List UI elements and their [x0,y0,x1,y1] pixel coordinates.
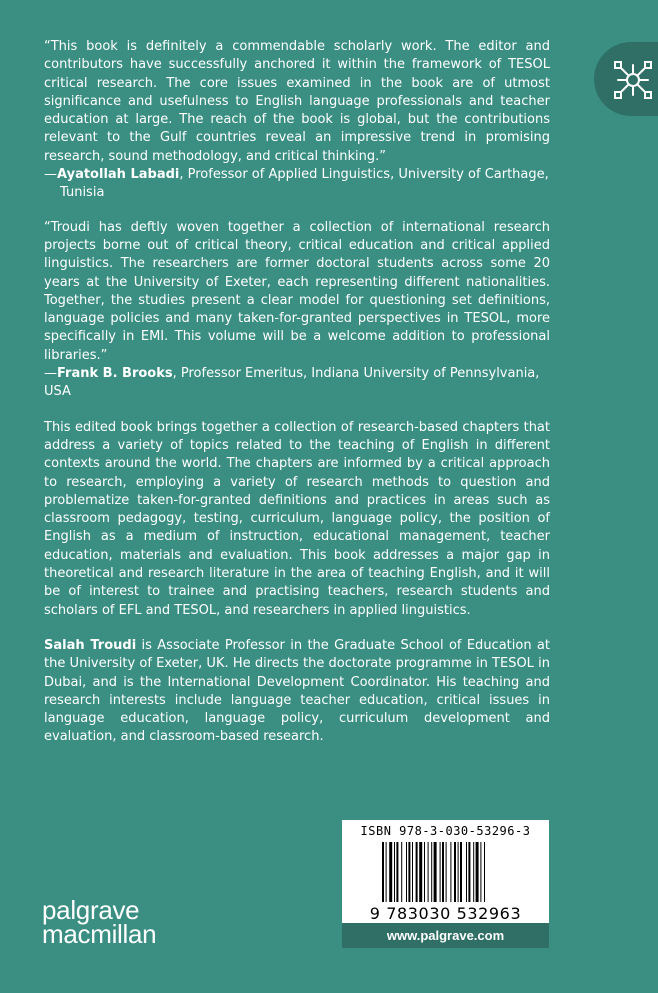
author-bio [44,637,550,747]
endorsement-attribution-1 [44,166,550,184]
endorsement-attribution-2 [44,365,550,402]
publisher-logo-line1: palgrave [42,895,140,925]
isbn-label: ISBN 978-3-030-53296-3 [360,824,531,838]
endorser-name-2: Frank B. Brooks [57,366,173,382]
endorsement-quote-1: “This book is definitely a commendable scholarly work. The editor and contributors have successfully anchored it within the framework of TESOL critical research. The core issues examined in the book are of utmost significance and usefulness to English language professionals and teacher education at large. The reach of the book is global, but the contributions relevant to the Gulf countries reveal an impressive trend in promising research, sound methodology, and critical thinking.” [44,39,550,164]
publisher-url: www.palgrave.com [342,923,549,948]
endorser-affiliation-2: , Professor Emeritus, Indiana University of Pennsylvania, USA [44,366,540,400]
network-logo-icon [610,57,656,103]
back-cover-text [44,38,550,747]
series-logo-badge [594,42,658,116]
book-description: This edited book brings together a collection of research-based chapters that address a variety of topics related to the teaching of English in different contexts around the world. The chapters are informed by a critical approach to research, employing a variety of research methods to question and problematize taken-for-granted definitions and practices in areas such as classroom pedagogy, testing, curriculum, language policy, the position of English as a medium of instruction, educational management, teacher education, materials and evaluation. This book addresses a major gap in theoretical and research literature in the area of teaching English, and it will be of interest to trainee and practising teachers, research students and scholars of EFL and TESOL, and researchers in applied linguistics. [44,419,550,618]
publisher-logo-line2: macmillan [42,919,157,949]
endorser-affiliation-1: , Professor of Applied Linguistics, University of Carthage, [179,167,549,183]
author-bio-text: is Associate Professor in the Graduate School of Education at the University of Exeter, UK. He directs the doctorate programme in TESOL in Dubai, and is the International Development Coordinator. His teaching and research interests include language teacher education, critical issues in language education, language policy, curriculum development and evaluation, and classroom-based research. [44,637,550,745]
isbn-barcode [342,820,549,948]
author-name: Salah Troudi [44,637,137,653]
barcode-bars [382,842,510,902]
endorser-affiliation-1-cont: Tunisia [60,185,105,201]
publisher-logo [42,895,157,949]
isbn-digits: 9 783030 532963 [369,904,522,923]
endorsement-quote-2: “Troudi has deftly woven together a collection of international research projects borne out of critical theory, critical education and critical applied linguistics. The researchers are former doctoral students across some 20 years at the University of Exeter, each representing different nationalities. Together, the studies present a clear model for questioning set definitions, language policies and many taken-for-granted perspectives in TESOL, more specifically in EMI. This volume will be a welcome addition to professional libraries.” [44,219,550,363]
attribution-dash: — [44,366,57,382]
endorser-name-1: Ayatollah Labadi [57,167,180,183]
attribution-dash: — [44,167,57,183]
